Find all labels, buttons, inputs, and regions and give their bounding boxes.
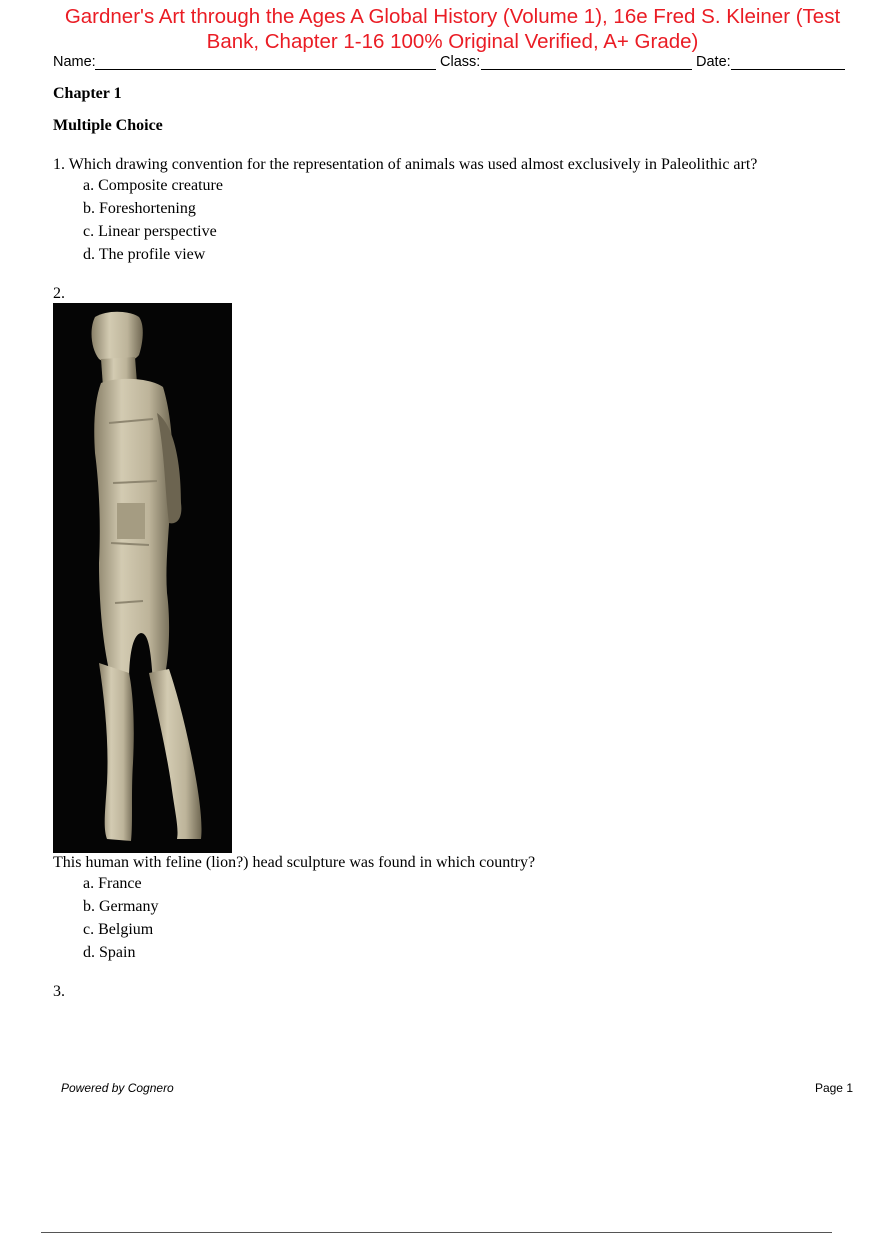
page-bottom-divider bbox=[41, 1232, 832, 1233]
page-number: Page 1 bbox=[814, 1081, 853, 1095]
answer-option: d. The profile view bbox=[83, 246, 206, 263]
answer-option: c. Belgium bbox=[83, 921, 154, 938]
date-blank-line bbox=[731, 69, 845, 70]
sculpture-illustration bbox=[53, 303, 232, 853]
answer-option: d. Spain bbox=[83, 944, 136, 961]
powered-by-footer: Powered by Cognero bbox=[61, 1081, 174, 1095]
name-blank-line bbox=[95, 69, 436, 70]
answer-option: a. Composite creature bbox=[83, 177, 223, 194]
question-3-number: 3. bbox=[53, 983, 65, 1000]
answer-option: c. Linear perspective bbox=[83, 223, 217, 240]
question-text: Which drawing convention for the representation of animals was used almost exclusively in Paleolithic art? bbox=[68, 156, 758, 173]
section-heading: Multiple Choice bbox=[53, 117, 163, 134]
answer-option: b. Foreshortening bbox=[83, 200, 196, 217]
document-title-line-2: Bank, Chapter 1-16 100% Original Verified, A+ Grade) bbox=[206, 30, 699, 53]
answer-option: b. Germany bbox=[83, 898, 159, 915]
document-title-line-1: Gardner's Art through the Ages A Global History (Volume 1), 16e Fred S. Kleiner (Test bbox=[64, 5, 841, 28]
question-2-number: 2. bbox=[53, 285, 65, 302]
class-label: Class: bbox=[440, 54, 481, 70]
chapter-heading: Chapter 1 bbox=[53, 85, 122, 102]
answer-option: a. France bbox=[83, 875, 142, 892]
lion-man-sculpture-image bbox=[53, 303, 232, 853]
class-blank-line bbox=[481, 69, 692, 70]
question-number: 1. bbox=[53, 156, 65, 173]
question-2-text: This human with feline (lion?) head sculpture was found in which country? bbox=[53, 854, 536, 871]
name-label: Name: bbox=[53, 54, 96, 70]
document-title bbox=[20, 4, 875, 54]
question-1 bbox=[53, 156, 757, 174]
student-info-fields bbox=[53, 54, 845, 72]
date-label: Date: bbox=[696, 54, 731, 70]
